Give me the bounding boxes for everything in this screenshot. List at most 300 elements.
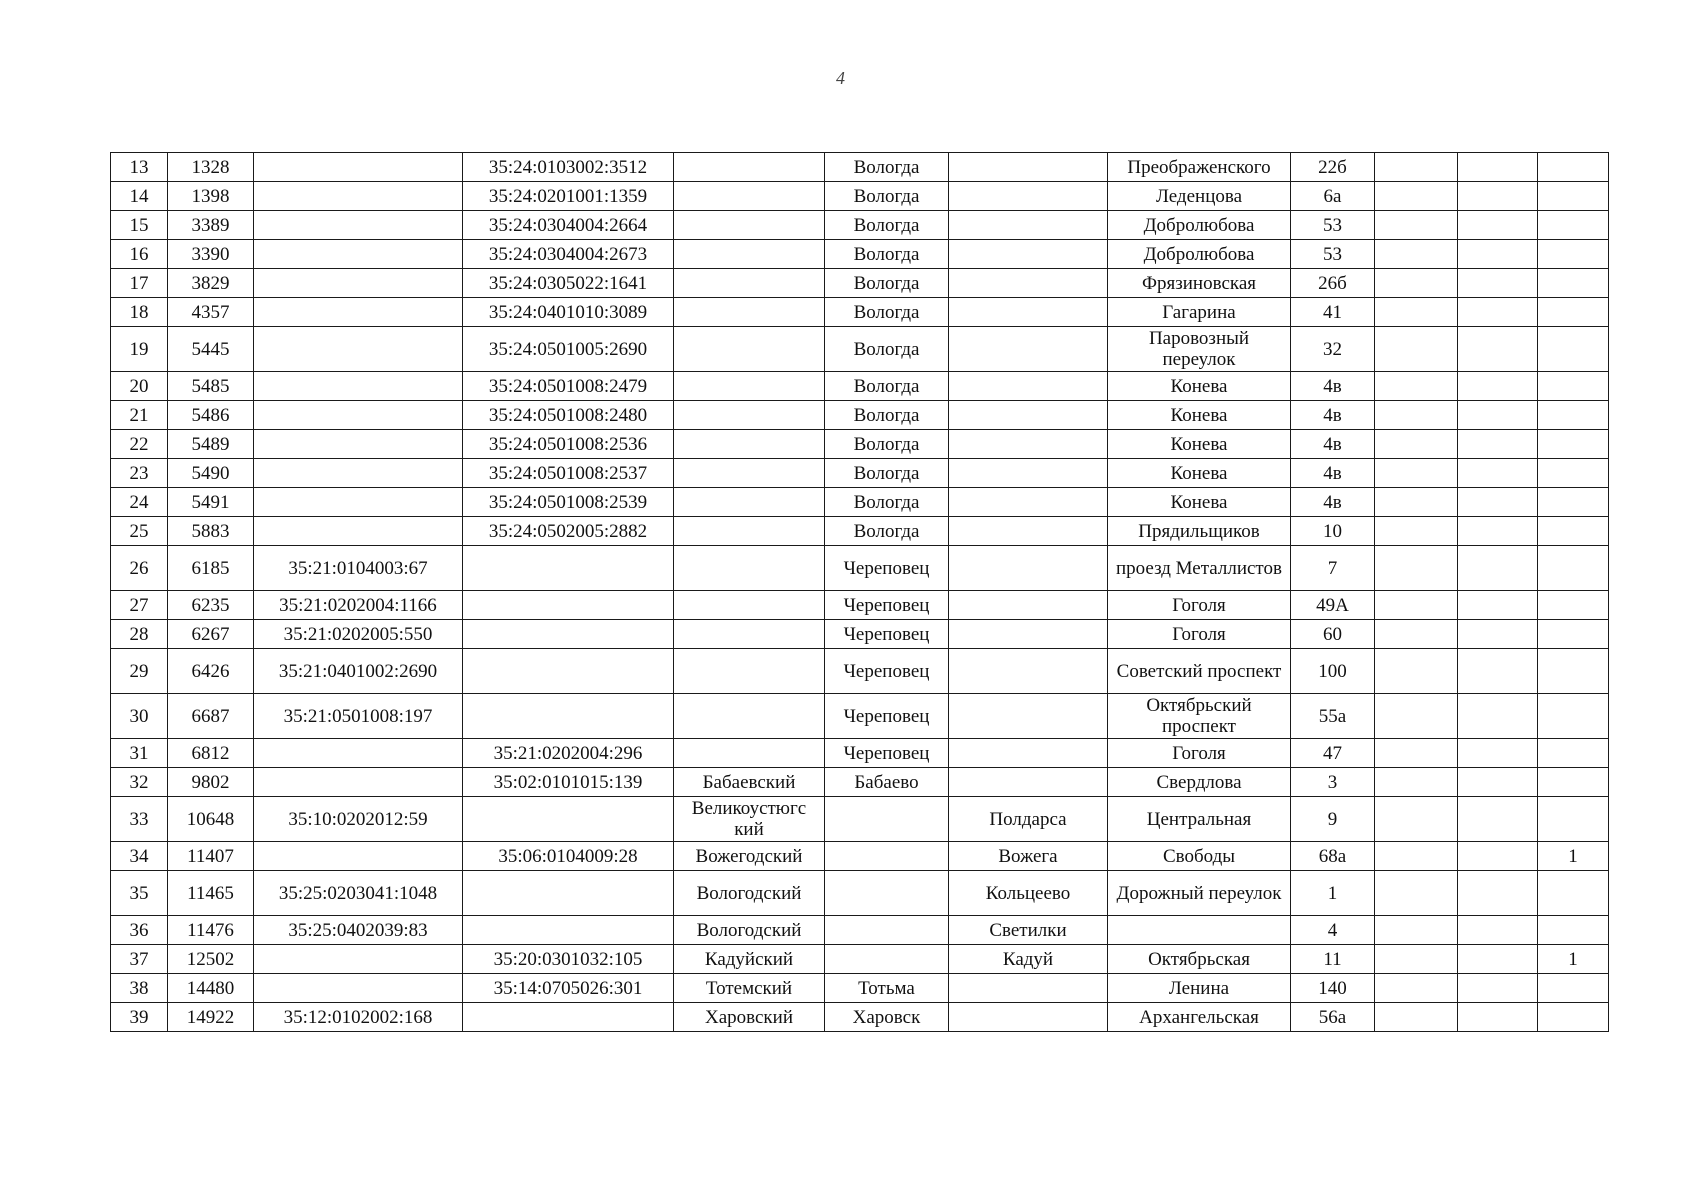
house-number-cell: 10 — [1291, 517, 1375, 546]
cadastral-number-b-cell — [463, 546, 674, 591]
cadastral-number-a-cell — [254, 842, 463, 871]
extra-column-2-cell — [1458, 797, 1538, 842]
house-number-cell: 140 — [1291, 974, 1375, 1003]
district-cell — [674, 298, 825, 327]
city-cell: Череповец — [825, 620, 949, 649]
district-cell — [674, 620, 825, 649]
object-id-cell: 11465 — [168, 871, 254, 916]
object-id-cell: 1398 — [168, 182, 254, 211]
cadastral-number-a-cell: 35:21:0202005:550 — [254, 620, 463, 649]
object-id-cell: 9802 — [168, 768, 254, 797]
street-cell: Гоголя — [1108, 591, 1291, 620]
extra-column-2-cell — [1458, 298, 1538, 327]
city-cell: Харовск — [825, 1003, 949, 1032]
extra-column-1-cell — [1375, 488, 1458, 517]
extra-column-3-cell — [1538, 620, 1609, 649]
extra-column-2-cell — [1458, 182, 1538, 211]
cadastral-number-b-cell: 35:24:0501008:2536 — [463, 430, 674, 459]
street-cell: Октябрьский проспект — [1108, 694, 1291, 739]
house-number-cell: 56а — [1291, 1003, 1375, 1032]
table-row — [111, 768, 1609, 797]
house-number-cell: 4в — [1291, 372, 1375, 401]
settlement-cell: Вожега — [949, 842, 1108, 871]
cadastral-number-a-cell — [254, 768, 463, 797]
cadastral-number-a-cell — [254, 459, 463, 488]
row-number-cell: 22 — [111, 430, 168, 459]
street-cell: Прядильщиков — [1108, 517, 1291, 546]
city-cell: Череповец — [825, 649, 949, 694]
city-cell — [825, 842, 949, 871]
extra-column-1-cell — [1375, 372, 1458, 401]
extra-column-1-cell — [1375, 649, 1458, 694]
row-number-cell: 27 — [111, 591, 168, 620]
settlement-cell — [949, 182, 1108, 211]
registry-table-body — [111, 153, 1609, 1032]
table-row — [111, 945, 1609, 974]
cadastral-number-b-cell: 35:24:0502005:2882 — [463, 517, 674, 546]
extra-column-1-cell — [1375, 327, 1458, 372]
cadastral-number-b-cell: 35:24:0103002:3512 — [463, 153, 674, 182]
district-cell — [674, 153, 825, 182]
extra-column-3-cell — [1538, 739, 1609, 768]
extra-column-2-cell — [1458, 1003, 1538, 1032]
settlement-cell — [949, 591, 1108, 620]
city-cell: Череповец — [825, 694, 949, 739]
city-cell — [825, 797, 949, 842]
district-cell — [674, 649, 825, 694]
house-number-cell: 11 — [1291, 945, 1375, 974]
cadastral-number-b-cell: 35:24:0501008:2537 — [463, 459, 674, 488]
object-id-cell: 6687 — [168, 694, 254, 739]
extra-column-2-cell — [1458, 591, 1538, 620]
extra-column-1-cell — [1375, 1003, 1458, 1032]
cadastral-number-b-cell: 35:06:0104009:28 — [463, 842, 674, 871]
row-number-cell: 29 — [111, 649, 168, 694]
table-row — [111, 488, 1609, 517]
table-row — [111, 694, 1609, 739]
settlement-cell — [949, 620, 1108, 649]
house-number-cell: 53 — [1291, 240, 1375, 269]
cadastral-number-a-cell: 35:10:0202012:59 — [254, 797, 463, 842]
district-cell — [674, 591, 825, 620]
extra-column-1-cell — [1375, 871, 1458, 916]
street-cell: Гагарина — [1108, 298, 1291, 327]
settlement-cell — [949, 401, 1108, 430]
street-cell: Паровозный переулок — [1108, 327, 1291, 372]
district-cell: Вологодский — [674, 916, 825, 945]
extra-column-1-cell — [1375, 945, 1458, 974]
city-cell — [825, 871, 949, 916]
district-cell — [674, 517, 825, 546]
cadastral-number-b-cell — [463, 797, 674, 842]
row-number-cell: 14 — [111, 182, 168, 211]
cadastral-number-a-cell — [254, 327, 463, 372]
district-cell — [674, 739, 825, 768]
city-cell: Вологда — [825, 153, 949, 182]
extra-column-3-cell — [1538, 916, 1609, 945]
table-row — [111, 459, 1609, 488]
row-number-cell: 20 — [111, 372, 168, 401]
extra-column-2-cell — [1458, 649, 1538, 694]
cadastral-number-a-cell: 35:12:0102002:168 — [254, 1003, 463, 1032]
extra-column-2-cell — [1458, 768, 1538, 797]
row-number-cell: 19 — [111, 327, 168, 372]
house-number-cell: 26б — [1291, 269, 1375, 298]
house-number-cell: 53 — [1291, 211, 1375, 240]
extra-column-3-cell — [1538, 591, 1609, 620]
table-row — [111, 240, 1609, 269]
extra-column-2-cell — [1458, 739, 1538, 768]
city-cell: Череповец — [825, 739, 949, 768]
cadastral-number-b-cell: 35:24:0501005:2690 — [463, 327, 674, 372]
object-id-cell: 5485 — [168, 372, 254, 401]
table-row — [111, 153, 1609, 182]
extra-column-2-cell — [1458, 871, 1538, 916]
table-row — [111, 842, 1609, 871]
settlement-cell — [949, 240, 1108, 269]
house-number-cell: 55а — [1291, 694, 1375, 739]
cadastral-number-a-cell — [254, 401, 463, 430]
table-row — [111, 649, 1609, 694]
object-id-cell: 14922 — [168, 1003, 254, 1032]
cadastral-number-b-cell — [463, 871, 674, 916]
cadastral-number-b-cell: 35:20:0301032:105 — [463, 945, 674, 974]
object-id-cell: 6267 — [168, 620, 254, 649]
extra-column-3-cell — [1538, 871, 1609, 916]
row-number-cell: 38 — [111, 974, 168, 1003]
cadastral-number-a-cell — [254, 211, 463, 240]
settlement-cell — [949, 546, 1108, 591]
settlement-cell — [949, 1003, 1108, 1032]
extra-column-3-cell — [1538, 517, 1609, 546]
extra-column-1-cell — [1375, 974, 1458, 1003]
house-number-cell: 3 — [1291, 768, 1375, 797]
extra-column-1-cell — [1375, 240, 1458, 269]
extra-column-2-cell — [1458, 269, 1538, 298]
house-number-cell: 9 — [1291, 797, 1375, 842]
extra-column-3-cell — [1538, 372, 1609, 401]
cadastral-number-a-cell — [254, 517, 463, 546]
settlement-cell: Светилки — [949, 916, 1108, 945]
row-number-cell: 13 — [111, 153, 168, 182]
city-cell: Вологда — [825, 298, 949, 327]
cadastral-number-b-cell: 35:02:0101015:139 — [463, 768, 674, 797]
object-id-cell: 6185 — [168, 546, 254, 591]
extra-column-3-cell — [1538, 298, 1609, 327]
street-cell: Гоголя — [1108, 620, 1291, 649]
house-number-cell: 32 — [1291, 327, 1375, 372]
table-row — [111, 1003, 1609, 1032]
settlement-cell — [949, 327, 1108, 372]
city-cell: Вологда — [825, 269, 949, 298]
house-number-cell: 41 — [1291, 298, 1375, 327]
extra-column-3-cell: 1 — [1538, 945, 1609, 974]
row-number-cell: 35 — [111, 871, 168, 916]
cadastral-number-b-cell — [463, 591, 674, 620]
city-cell: Вологда — [825, 372, 949, 401]
extra-column-2-cell — [1458, 211, 1538, 240]
cadastral-number-b-cell — [463, 620, 674, 649]
district-cell: Вожегодский — [674, 842, 825, 871]
house-number-cell: 4в — [1291, 401, 1375, 430]
settlement-cell — [949, 269, 1108, 298]
page-number: 4 — [836, 68, 845, 88]
extra-column-1-cell — [1375, 620, 1458, 649]
house-number-cell: 47 — [1291, 739, 1375, 768]
street-cell: Свердлова — [1108, 768, 1291, 797]
cadastral-number-b-cell: 35:21:0202004:296 — [463, 739, 674, 768]
extra-column-1-cell — [1375, 182, 1458, 211]
table-row — [111, 739, 1609, 768]
extra-column-2-cell — [1458, 546, 1538, 591]
street-cell: Октябрьская — [1108, 945, 1291, 974]
extra-column-3-cell — [1538, 649, 1609, 694]
street-cell: проезд Металлистов — [1108, 546, 1291, 591]
district-cell: Великоустюгс кий — [674, 797, 825, 842]
row-number-cell: 26 — [111, 546, 168, 591]
object-id-cell: 5489 — [168, 430, 254, 459]
house-number-cell: 7 — [1291, 546, 1375, 591]
cadastral-number-b-cell: 35:14:0705026:301 — [463, 974, 674, 1003]
city-cell — [825, 916, 949, 945]
object-id-cell: 14480 — [168, 974, 254, 1003]
extra-column-1-cell — [1375, 694, 1458, 739]
table-row — [111, 974, 1609, 1003]
object-id-cell: 10648 — [168, 797, 254, 842]
cadastral-number-a-cell — [254, 298, 463, 327]
row-number-cell: 30 — [111, 694, 168, 739]
settlement-cell — [949, 649, 1108, 694]
cadastral-number-a-cell — [254, 372, 463, 401]
street-cell: Добролюбова — [1108, 240, 1291, 269]
street-cell — [1108, 916, 1291, 945]
extra-column-3-cell — [1538, 430, 1609, 459]
cadastral-number-b-cell — [463, 694, 674, 739]
house-number-cell: 4 — [1291, 916, 1375, 945]
cadastral-number-b-cell: 35:24:0501008:2480 — [463, 401, 674, 430]
street-cell: Конева — [1108, 372, 1291, 401]
extra-column-2-cell — [1458, 459, 1538, 488]
city-cell: Бабаево — [825, 768, 949, 797]
extra-column-1-cell — [1375, 401, 1458, 430]
city-cell: Тотьма — [825, 974, 949, 1003]
cadastral-number-a-cell: 35:25:0203041:1048 — [254, 871, 463, 916]
row-number-cell: 16 — [111, 240, 168, 269]
extra-column-1-cell — [1375, 768, 1458, 797]
table-row — [111, 372, 1609, 401]
row-number-cell: 37 — [111, 945, 168, 974]
house-number-cell: 49А — [1291, 591, 1375, 620]
table-row — [111, 797, 1609, 842]
extra-column-3-cell — [1538, 459, 1609, 488]
street-cell: Фрязиновская — [1108, 269, 1291, 298]
house-number-cell: 22б — [1291, 153, 1375, 182]
table-row — [111, 211, 1609, 240]
settlement-cell: Полдарса — [949, 797, 1108, 842]
extra-column-1-cell — [1375, 797, 1458, 842]
district-cell — [674, 430, 825, 459]
district-cell — [674, 546, 825, 591]
extra-column-1-cell — [1375, 739, 1458, 768]
settlement-cell — [949, 298, 1108, 327]
extra-column-2-cell — [1458, 916, 1538, 945]
object-id-cell: 3829 — [168, 269, 254, 298]
street-cell: Конева — [1108, 401, 1291, 430]
row-number-cell: 15 — [111, 211, 168, 240]
extra-column-3-cell — [1538, 401, 1609, 430]
extra-column-1-cell — [1375, 211, 1458, 240]
object-id-cell: 11476 — [168, 916, 254, 945]
object-id-cell: 4357 — [168, 298, 254, 327]
city-cell: Вологда — [825, 211, 949, 240]
extra-column-3-cell — [1538, 153, 1609, 182]
row-number-cell: 28 — [111, 620, 168, 649]
extra-column-3-cell — [1538, 1003, 1609, 1032]
extra-column-2-cell — [1458, 240, 1538, 269]
district-cell — [674, 327, 825, 372]
house-number-cell: 60 — [1291, 620, 1375, 649]
table-row — [111, 327, 1609, 372]
street-cell: Конева — [1108, 430, 1291, 459]
extra-column-1-cell — [1375, 842, 1458, 871]
extra-column-2-cell — [1458, 327, 1538, 372]
street-cell: Конева — [1108, 488, 1291, 517]
row-number-cell: 34 — [111, 842, 168, 871]
cadastral-number-a-cell — [254, 182, 463, 211]
row-number-cell: 18 — [111, 298, 168, 327]
street-cell: Ленина — [1108, 974, 1291, 1003]
city-cell: Вологда — [825, 327, 949, 372]
object-id-cell: 5486 — [168, 401, 254, 430]
extra-column-3-cell — [1538, 269, 1609, 298]
cadastral-number-a-cell: 35:21:0501008:197 — [254, 694, 463, 739]
object-id-cell: 6235 — [168, 591, 254, 620]
extra-column-3-cell — [1538, 327, 1609, 372]
table-row — [111, 591, 1609, 620]
object-id-cell: 12502 — [168, 945, 254, 974]
street-cell: Свободы — [1108, 842, 1291, 871]
extra-column-3-cell — [1538, 768, 1609, 797]
house-number-cell: 68а — [1291, 842, 1375, 871]
registry-table — [110, 152, 1609, 1032]
settlement-cell — [949, 517, 1108, 546]
settlement-cell — [949, 153, 1108, 182]
house-number-cell: 6а — [1291, 182, 1375, 211]
extra-column-3-cell — [1538, 694, 1609, 739]
table-row — [111, 620, 1609, 649]
city-cell: Вологда — [825, 401, 949, 430]
district-cell: Тотемский — [674, 974, 825, 1003]
extra-column-2-cell — [1458, 153, 1538, 182]
object-id-cell: 3390 — [168, 240, 254, 269]
district-cell: Кадуйский — [674, 945, 825, 974]
street-cell: Добролюбова — [1108, 211, 1291, 240]
row-number-cell: 39 — [111, 1003, 168, 1032]
cadastral-number-a-cell — [254, 488, 463, 517]
street-cell: Леденцова — [1108, 182, 1291, 211]
extra-column-3-cell — [1538, 797, 1609, 842]
house-number-cell: 4в — [1291, 430, 1375, 459]
row-number-cell: 36 — [111, 916, 168, 945]
cadastral-number-a-cell: 35:25:0402039:83 — [254, 916, 463, 945]
object-id-cell: 6426 — [168, 649, 254, 694]
extra-column-2-cell — [1458, 488, 1538, 517]
street-cell: Архангельская — [1108, 1003, 1291, 1032]
object-id-cell: 1328 — [168, 153, 254, 182]
extra-column-2-cell — [1458, 974, 1538, 1003]
extra-column-2-cell — [1458, 945, 1538, 974]
table-row — [111, 182, 1609, 211]
row-number-cell: 25 — [111, 517, 168, 546]
city-cell: Вологда — [825, 430, 949, 459]
settlement-cell — [949, 459, 1108, 488]
cadastral-number-b-cell: 35:24:0304004:2673 — [463, 240, 674, 269]
cadastral-number-a-cell — [254, 739, 463, 768]
cadastral-number-a-cell — [254, 153, 463, 182]
cadastral-number-b-cell: 35:24:0304004:2664 — [463, 211, 674, 240]
cadastral-number-b-cell — [463, 649, 674, 694]
cadastral-number-a-cell: 35:21:0401002:2690 — [254, 649, 463, 694]
extra-column-1-cell — [1375, 153, 1458, 182]
district-cell — [674, 269, 825, 298]
city-cell: Череповец — [825, 591, 949, 620]
district-cell — [674, 694, 825, 739]
settlement-cell — [949, 372, 1108, 401]
table-row — [111, 871, 1609, 916]
district-cell — [674, 211, 825, 240]
row-number-cell: 24 — [111, 488, 168, 517]
extra-column-1-cell — [1375, 298, 1458, 327]
street-cell: Дорожный переулок — [1108, 871, 1291, 916]
settlement-cell — [949, 488, 1108, 517]
cadastral-number-a-cell — [254, 269, 463, 298]
district-cell — [674, 240, 825, 269]
object-id-cell: 5445 — [168, 327, 254, 372]
object-id-cell: 11407 — [168, 842, 254, 871]
extra-column-1-cell — [1375, 916, 1458, 945]
cadastral-number-a-cell — [254, 945, 463, 974]
object-id-cell: 5883 — [168, 517, 254, 546]
row-number-cell: 23 — [111, 459, 168, 488]
district-cell: Вологодский — [674, 871, 825, 916]
extra-column-2-cell — [1458, 430, 1538, 459]
extra-column-3-cell — [1538, 974, 1609, 1003]
extra-column-3-cell — [1538, 240, 1609, 269]
city-cell — [825, 945, 949, 974]
extra-column-2-cell — [1458, 694, 1538, 739]
extra-column-1-cell — [1375, 459, 1458, 488]
city-cell: Вологда — [825, 517, 949, 546]
extra-column-2-cell — [1458, 517, 1538, 546]
cadastral-number-b-cell: 35:24:0305022:1641 — [463, 269, 674, 298]
settlement-cell — [949, 694, 1108, 739]
cadastral-number-a-cell — [254, 974, 463, 1003]
row-number-cell: 32 — [111, 768, 168, 797]
cadastral-number-b-cell: 35:24:0501008:2539 — [463, 488, 674, 517]
extra-column-2-cell — [1458, 620, 1538, 649]
table-row — [111, 269, 1609, 298]
house-number-cell: 1 — [1291, 871, 1375, 916]
city-cell: Вологда — [825, 240, 949, 269]
table-row — [111, 517, 1609, 546]
cadastral-number-b-cell — [463, 1003, 674, 1032]
district-cell — [674, 488, 825, 517]
street-cell: Центральная — [1108, 797, 1291, 842]
extra-column-3-cell: 1 — [1538, 842, 1609, 871]
extra-column-2-cell — [1458, 842, 1538, 871]
settlement-cell — [949, 768, 1108, 797]
table-row — [111, 401, 1609, 430]
